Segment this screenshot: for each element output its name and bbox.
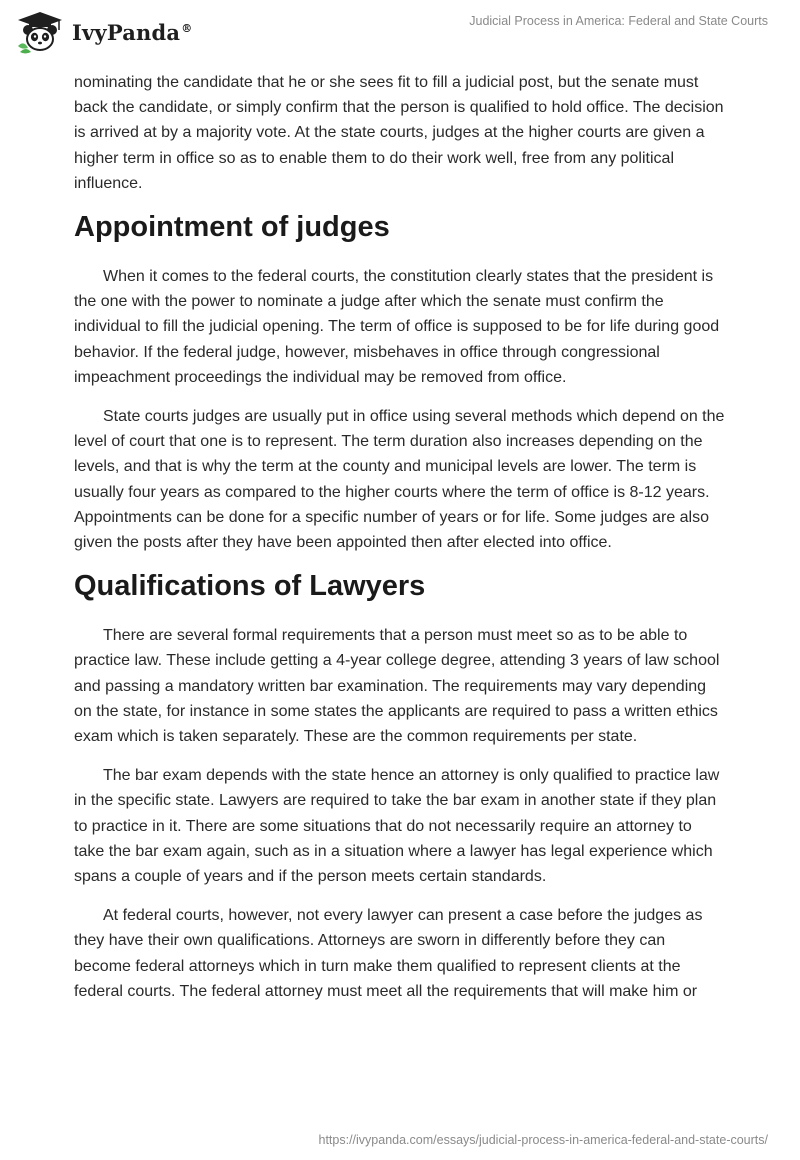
paragraph: At federal courts, however, not every lawyer can present a case before the judges as they have their own qualifications. Attorneys are sworn in differently before they can become federal attorneys which in turn make them qualified to represent clients at the federal courts. The federal attorney must meet all the requirements that will make him or <box>74 907 703 1000</box>
panda-graduation-cap-icon <box>14 10 66 54</box>
ivypanda-logo[interactable] <box>14 10 192 54</box>
section-heading: Appointment of judges <box>74 211 390 244</box>
brand-name: IvyPanda® <box>72 19 193 45</box>
section-heading: Qualifications of Lawyers <box>74 570 426 603</box>
article-body <box>74 70 726 1018</box>
paragraph: nominating the candidate that he or she sees fit to fill a judicial post, but the senate must back the candidate, or simply confirm that the person is qualified to hold office. The decision is arrived at by a majority vote. At the state courts, judges at the higher courts are given a higher term in office so as to enable them to do their work well, free from any political influence. <box>74 74 724 192</box>
paragraph: State courts judges are usually put in office using several methods which depend on the level of court that one is to represent. The term duration also increases depending on the levels, and that is why the term at the county and municipal levels are lower. The term is usually four years as compared to the higher courts where the term of office is 8-12 years. Appointments can be done for a specific number of years or for life. Some judges are also given the posts after they have been appointed then after elected into office. <box>74 408 725 552</box>
document-title: Judicial Process in America: Federal and State Courts <box>469 14 768 28</box>
paragraph: When it comes to the federal courts, the constitution clearly states that the president is the one with the power to nominate a judge after which the senate must confirm the individual to fill the judicial opening. The term of office is supposed to be for life during good behavior. If the federal judge, however, misbehaves in office through congressional impeachment proceedings the individual may be removed from office. <box>74 268 720 386</box>
source-url[interactable]: https://ivypanda.com/essays/judicial-process-in-america-federal-and-state-courts/ <box>318 1133 768 1147</box>
page-header <box>0 0 800 60</box>
paragraph: The bar exam depends with the state hence an attorney is only qualified to practice law in the specific state. Lawyers are required to take the bar exam in another state if they plan to practice in it. There are some situations that do not necessarily require an attorney to take the bar exam again, such as in a situation where a lawyer has legal experience which spans a couple of years and if the person meets certain standards. <box>74 767 720 886</box>
paragraph: There are several formal requirements that a person must meet so as to be able to practice law. These include getting a 4-year college degree, attending 3 years of law school and passing a mandatory written bar examination. The requirements may vary depending on the state, for instance in some states the applicants are required to pass a written ethics exam which is taken separately. These are the common requirements per state. <box>74 627 720 746</box>
